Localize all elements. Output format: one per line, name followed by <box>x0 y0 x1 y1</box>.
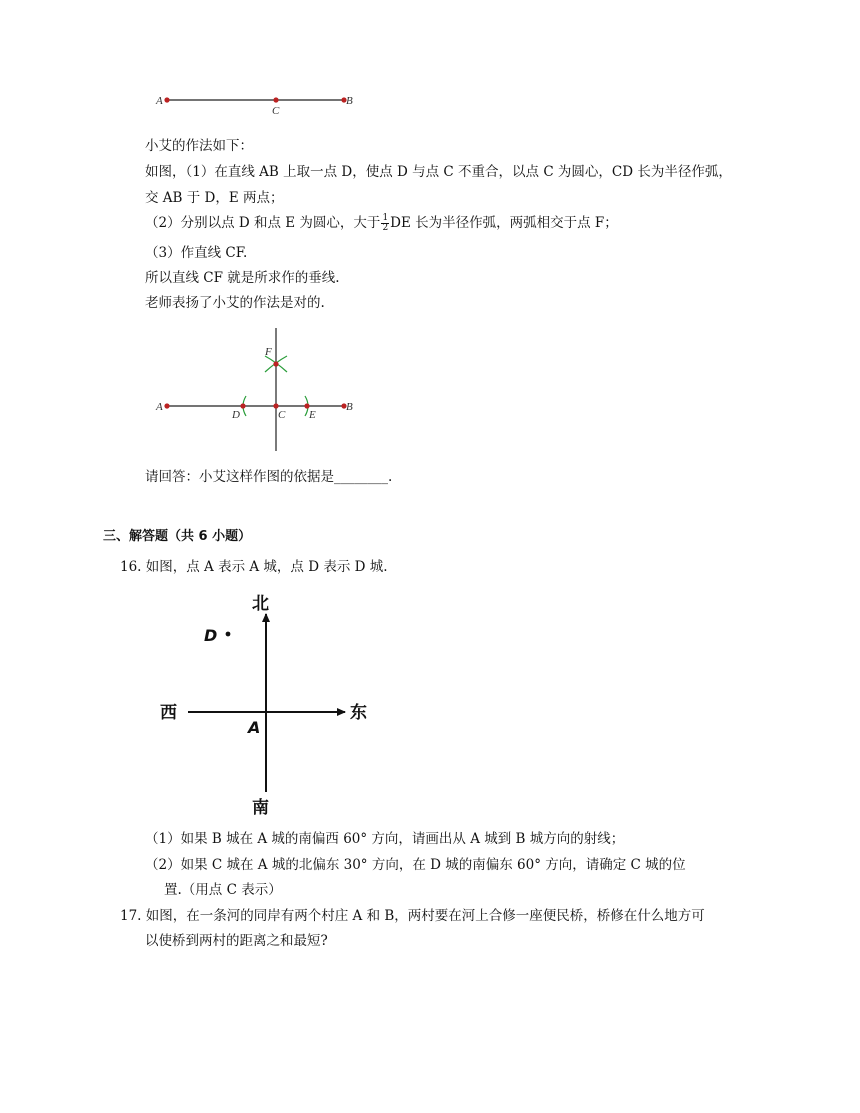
fraction-denominator: 2 <box>382 223 389 233</box>
method-intro: 小艾的作法如下： <box>145 138 253 154</box>
label-d: D <box>232 409 240 421</box>
label-f: F <box>265 346 272 358</box>
method-step1-line2: 交 AB 于 D，E 两点； <box>145 190 284 206</box>
label-south: 南 <box>252 798 269 818</box>
label-c: C <box>272 105 280 117</box>
label-a: A <box>248 718 261 737</box>
q16-part1: （1）如果 B 城在 A 城的南偏西 60° 方向，请画出从 A 城到 B 城方向的射线； <box>145 831 625 847</box>
q16-part2-line2: 置.（用点 C 表示） <box>164 882 282 898</box>
method-step2-b: DE 长为半径作弧，两弧相交于点 F； <box>390 215 618 231</box>
fraction-numerator: 1 <box>382 213 389 223</box>
label-east: 东 <box>350 703 367 723</box>
section-title: 三、解答题（共 6 小题） <box>103 529 252 544</box>
label-b: B <box>346 95 353 107</box>
label-e: E <box>309 409 316 421</box>
q17-line1: 17. 如图，在一条河的同岸有两个村庄 A 和 B，两村要在河上合修一座便民桥，桥修在什么地方可 <box>120 908 705 924</box>
label-a: A <box>156 95 163 107</box>
label-d: D <box>204 626 218 645</box>
label-west: 西 <box>160 703 177 723</box>
q17-line2: 以使桥到两村的距离之和最短? <box>145 933 328 949</box>
method-conclusion: 所以直线 CF 就是所求作的垂线. <box>145 270 340 286</box>
label-a: A <box>156 401 163 413</box>
method-teacher: 老师表扬了小艾的作法是对的. <box>145 295 325 311</box>
q16-stem: 16. 如图，点 A 表示 A 城，点 D 表示 D 城. <box>120 559 388 575</box>
label-north: 北 <box>252 594 269 614</box>
label-b: B <box>346 401 353 413</box>
method-step1-line1: 如图，（1）在直线 AB 上取一点 D，使点 D 与点 C 不重合，以点 C 为圆心，CD 长为半径作弧， <box>145 164 732 180</box>
label-c: C <box>278 409 286 421</box>
question-basis: 请回答：小艾这样作图的依据是________. <box>145 469 393 485</box>
q16-part2-line1: （2）如果 C 城在 A 城的北偏东 30° 方向，在 D 城的南偏东 60° 方向，请确定 C 城的位 <box>145 857 686 873</box>
method-step2-a: （2）分别以点 D 和点 E 为圆心，大于 <box>145 215 381 231</box>
method-step3: （3）作直线 CF. <box>145 245 248 261</box>
point-d-dot <box>226 632 231 637</box>
